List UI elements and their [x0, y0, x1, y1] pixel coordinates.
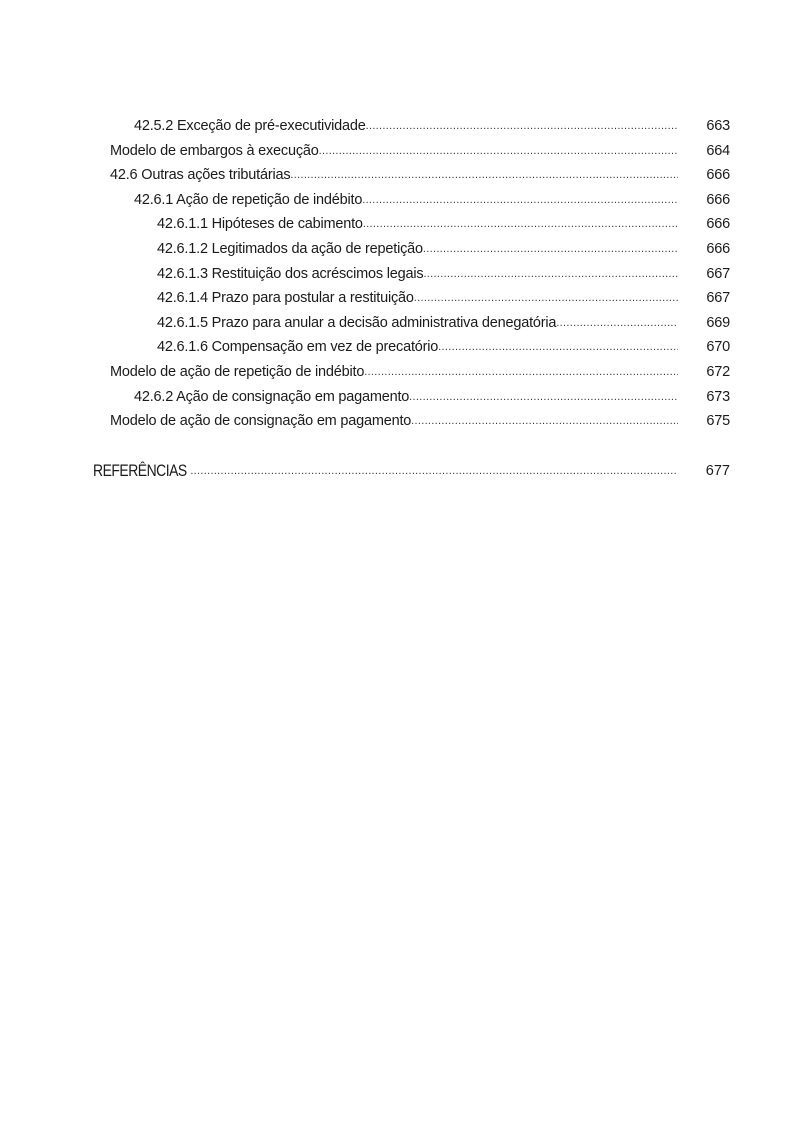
toc-entry-title: 42.6.1.3 Restituição dos acréscimos legais [157, 265, 424, 282]
dot-leader [319, 139, 678, 164]
toc-entry[interactable] [0, 385, 800, 410]
toc-entry-title: 42.6.2 Ação de consignação em pagamento [134, 388, 410, 405]
dot-leader [423, 237, 678, 262]
toc-entry-title: 42.6.1 Ação de repetição de indébito [134, 191, 363, 208]
toc-entry-page: 672 [706, 363, 730, 380]
dot-leader [411, 409, 678, 434]
toc-entry[interactable] [0, 237, 800, 262]
toc-entry[interactable] [0, 286, 800, 311]
toc-entry-title: Modelo de ação de consignação em pagamento [110, 413, 412, 430]
toc-entry-title: 42.5.2 Exceção de pré-executividade [134, 118, 366, 134]
dot-leader [363, 212, 678, 237]
toc-entry[interactable] [0, 311, 800, 336]
toc-entry-page: 664 [706, 142, 730, 159]
toc-entry-page: 675 [706, 413, 730, 430]
dot-leader [190, 458, 678, 484]
toc-entry-page: 666 [706, 240, 730, 257]
dot-leader [556, 311, 678, 336]
toc-entry[interactable] [0, 163, 800, 188]
toc-entry-title: 42.6.1.4 Prazo para postular a restituição [157, 290, 414, 307]
toc-entry-title: Modelo de ação de repetição de indébito [110, 363, 365, 380]
references-page: 677 [705, 463, 730, 479]
toc-entry-page: 667 [706, 290, 730, 307]
toc-entry[interactable] [0, 409, 800, 434]
toc-entry-page: 666 [706, 191, 730, 208]
table-of-contents [0, 114, 800, 434]
toc-entry-page: 670 [706, 339, 730, 356]
dot-leader [362, 188, 678, 213]
toc-entry-page: 669 [706, 314, 730, 331]
toc-entry[interactable] [0, 335, 800, 360]
toc-entry[interactable] [0, 212, 800, 237]
toc-entry[interactable] [0, 188, 800, 213]
toc-entry-page: 666 [706, 167, 730, 184]
toc-entry-title: 42.6.1.2 Legitimados da ação de repetição [157, 240, 423, 257]
toc-entry[interactable] [0, 262, 800, 287]
toc-entry[interactable] [0, 114, 800, 139]
toc-entry[interactable] [0, 139, 800, 164]
toc-entry-page: 663 [706, 118, 730, 134]
dot-leader [290, 163, 678, 188]
toc-entry-title: 42.6 Outras ações tributárias [110, 167, 291, 184]
dot-leader [364, 360, 678, 385]
references-entry[interactable] [0, 458, 800, 484]
dot-leader [423, 262, 678, 287]
dot-leader [438, 335, 678, 360]
dot-leader [414, 286, 678, 311]
dot-leader [409, 385, 678, 410]
references-title: REFERÊNCIAS [93, 461, 187, 480]
toc-entry-page: 666 [706, 216, 730, 233]
dot-leader [366, 114, 678, 139]
toc-entry-page: 667 [706, 265, 730, 282]
toc-entry-page: 673 [706, 388, 730, 405]
toc-entry-title: 42.6.1.5 Prazo para anular a decisão administrativa denegatória [157, 314, 557, 331]
toc-entry[interactable] [0, 360, 800, 385]
toc-entry-title: Modelo de embargos à execução [110, 142, 319, 159]
toc-entry-title: 42.6.1.6 Compensação em vez de precatório [157, 339, 439, 356]
toc-entry-title: 42.6.1.1 Hipóteses de cabimento [157, 216, 363, 233]
